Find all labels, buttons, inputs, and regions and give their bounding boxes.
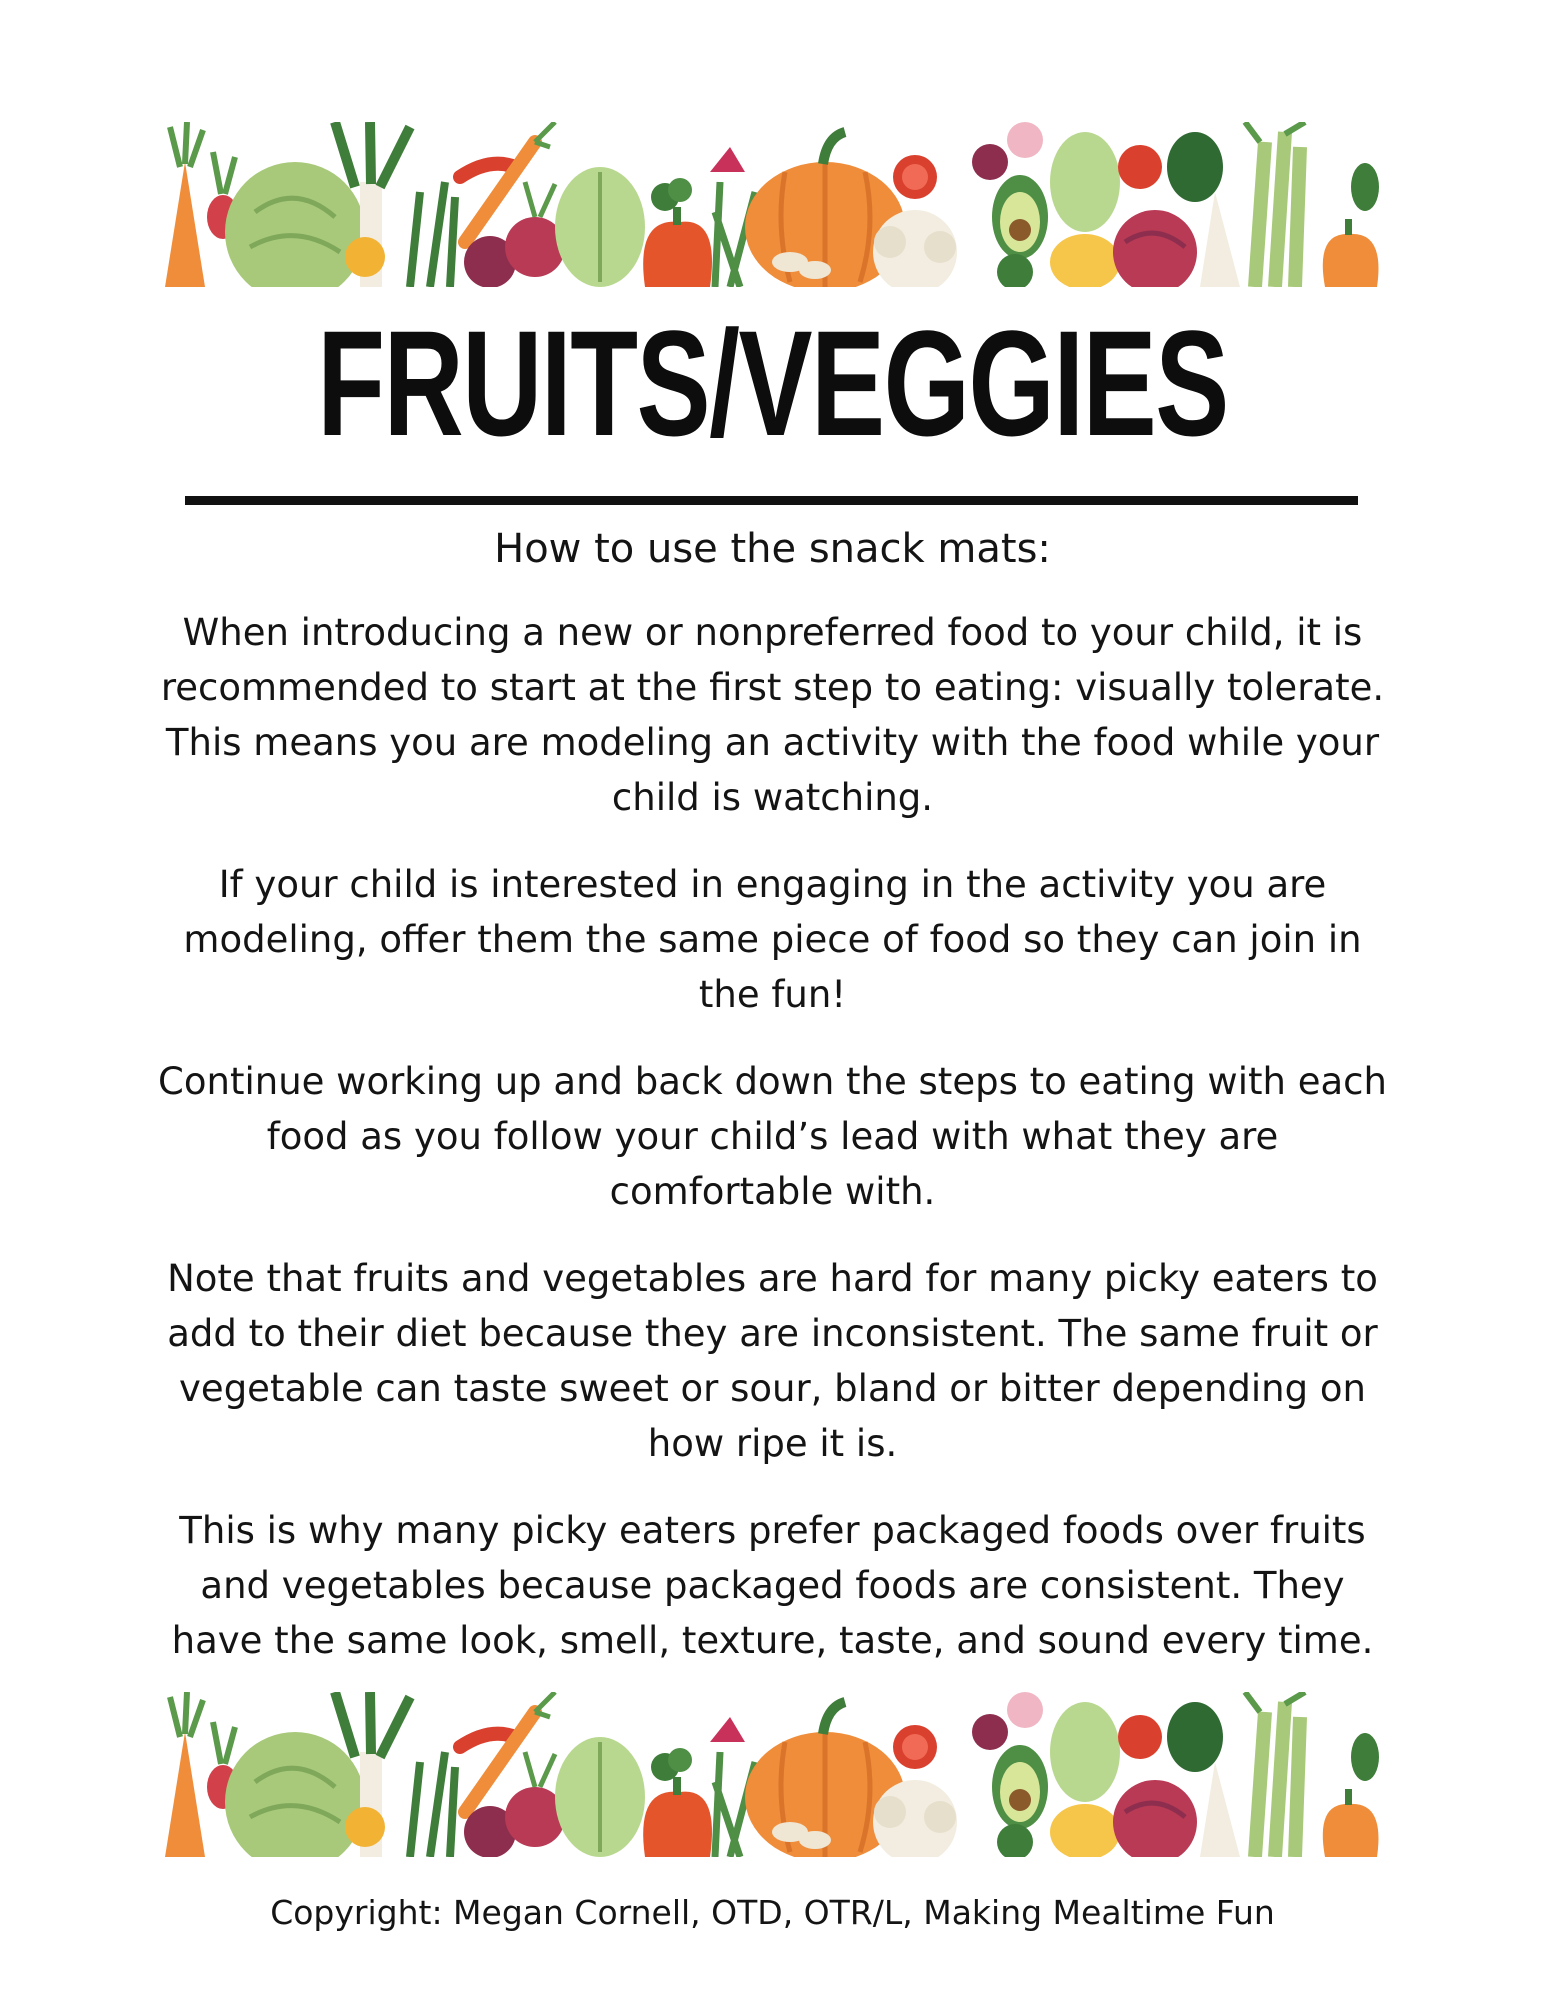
vegetable-border-illustration: [155, 1692, 1390, 1857]
instructions-body: [150, 522, 1395, 1700]
instructions-heading: How to use the snack mats:: [494, 526, 1051, 572]
paragraph-join-in: If your child is interested in engaging in the activity you are modeling, offer them the same piece of food so they can join in the fun!: [183, 863, 1362, 1016]
title-divider: [185, 496, 1358, 505]
vegetable-border-bottom: [155, 1692, 1390, 1857]
paragraph-inconsistent: Note that fruits and vegetables are hard for many picky eaters to add to their diet because they are inconsistent. The same fruit or vegetable can taste sweet or sour, bland or bitter depending on how ripe it is.: [167, 1257, 1378, 1465]
vegetable-border-illustration: [155, 122, 1390, 287]
paragraph-packaged-foods: This is why many picky eaters prefer packaged foods over fruits and vegetables because packaged foods are consistent. They have the same look, smell, texture, taste, and sound every time.: [171, 1509, 1374, 1662]
page-title: FRUITS/VEGGIES: [317, 299, 1228, 467]
copyright-notice: Copyright: Megan Cornell, OTD, OTR/L, Making Mealtime Fun: [270, 1893, 1275, 1932]
paragraph-steps-to-eating: Continue working up and back down the steps to eating with each food as you follow your child’s lead with what they are comfortable with.: [158, 1060, 1387, 1213]
paragraph-visually-tolerate: When introducing a new or nonpreferred food to your child, it is recommended to start at the first step to eating: visually tolerate. This means you are modeling an activity with the food while your child is watching.: [160, 611, 1385, 819]
vegetable-border-top: [155, 122, 1390, 287]
